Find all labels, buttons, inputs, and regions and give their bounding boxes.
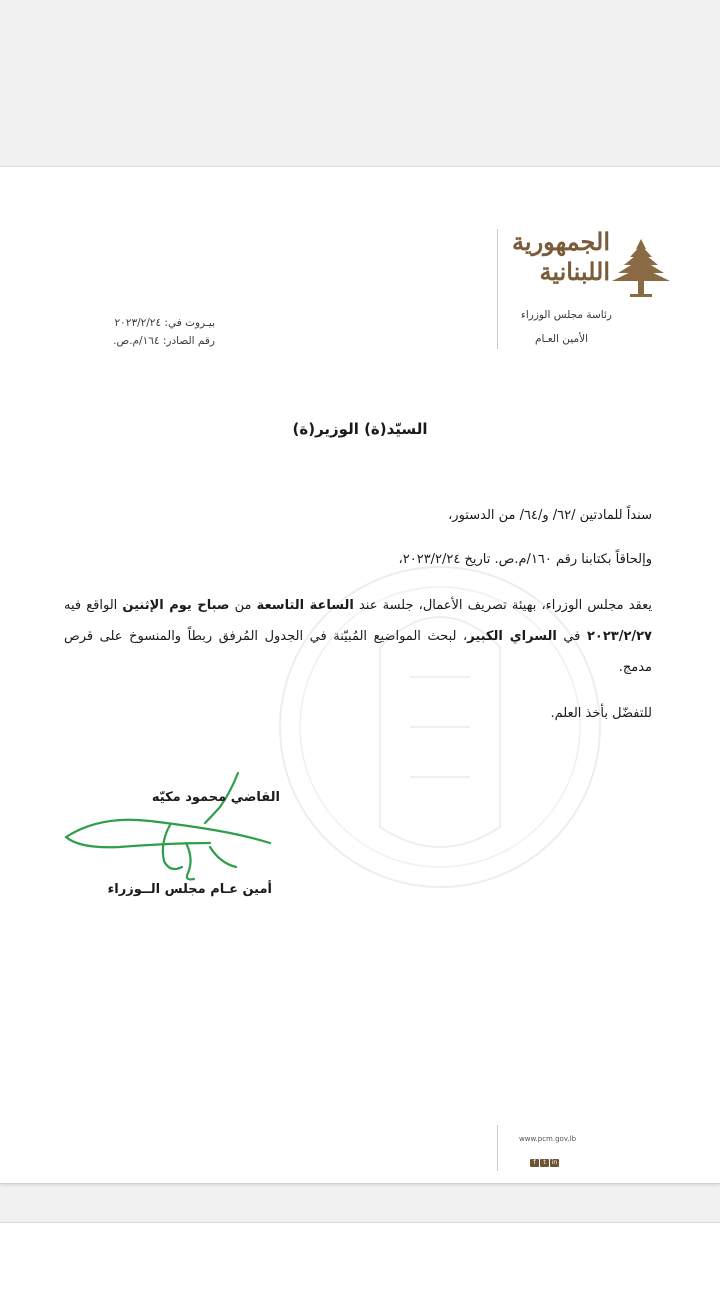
signatory-name: القاضي محمود مكيّه — [151, 790, 280, 805]
presidency-label: رئاسة مجلس الوزراء — [520, 309, 612, 321]
meeting-date: ٢٠٢٣/٢/٢٧ — [586, 629, 652, 644]
republic-title-line1: الجمهورية — [512, 227, 610, 256]
meeting-venue: السراي الكبير — [467, 629, 557, 644]
secretary-general-label: الأمين العـام — [535, 333, 588, 345]
website-link[interactable]: www.pcm.gov.lb — [519, 1135, 577, 1143]
republic-title-line2: اللبنانية — [539, 257, 610, 286]
header-divider — [497, 229, 498, 349]
meeting-text: يعقد مجلس الوزراء، بهيئة تصريف الأعمال، جلسة عند — [353, 598, 653, 613]
letter-page — [0, 166, 720, 1184]
salutation: السيّد(ة) الوزير(ة) — [292, 420, 428, 438]
meeting-day: صباح يوم الإثنين — [122, 598, 230, 613]
letter-date: بيـروت في: ٢٠٢٣/٢/٢٤ — [114, 317, 215, 329]
paragraph-constitution: سنداً للمادتين /٦٢/ و/٦٤/ من الدستور، — [448, 508, 652, 523]
meeting-text: من — [229, 598, 257, 613]
twitter-icon[interactable]: t — [540, 1159, 549, 1167]
meeting-time: الساعة التاسعة — [256, 598, 354, 613]
paragraph-followup: وإلحاقاً بكتابنا رقم ١٦٠/م.ص. تاريخ ٢٠٢٣/٢/٢٤، — [398, 552, 652, 567]
facebook-icon[interactable]: f — [530, 1159, 539, 1167]
social-icons — [530, 1149, 560, 1168]
letter-reference: رقم الصادر: ١٦٤/م.ص. — [113, 335, 215, 347]
linkedin-icon[interactable]: in — [551, 1159, 558, 1166]
paragraph-meeting — [64, 590, 652, 683]
paragraph-closing: للتفضّل بأخذ العلم. — [550, 706, 652, 721]
meeting-text: ، لبحث المواضيع المُبيّنة في الجدول المُرفق ربطاً والمنسوخ على قرص مدمج. — [64, 629, 652, 675]
footer-divider — [497, 1125, 498, 1171]
meeting-text: في — [556, 629, 587, 644]
meeting-text: الواقع فيه — [64, 598, 123, 613]
cedar-logo-icon — [608, 237, 674, 301]
signatory-title: أمين عـام مجلس الــوزراء — [107, 882, 272, 897]
next-page-edge — [0, 1222, 720, 1293]
handwritten-signature — [60, 763, 280, 883]
